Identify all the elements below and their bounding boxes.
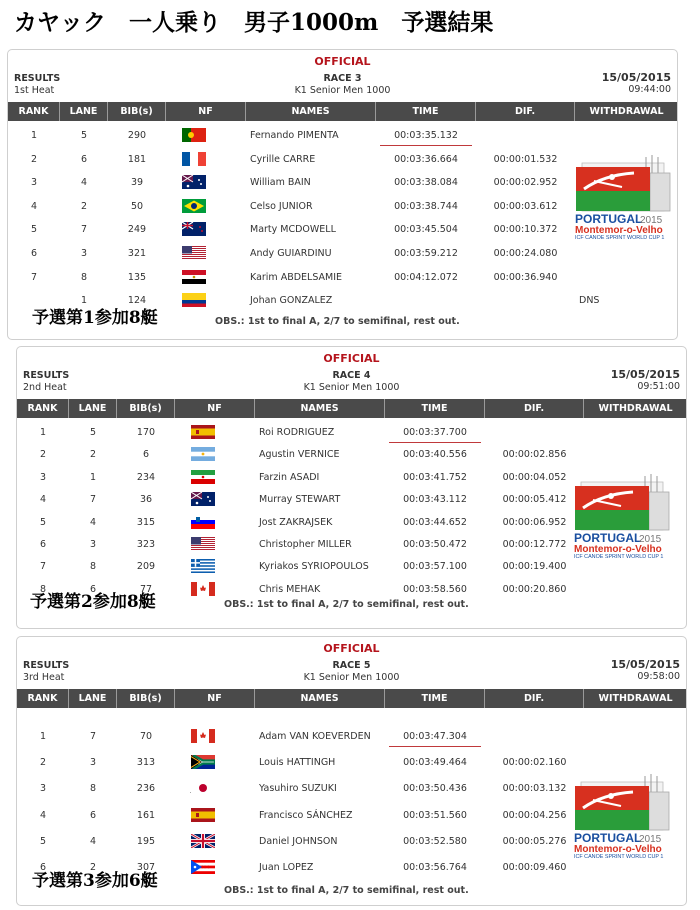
bib-cell: 161 [136,809,156,821]
logo-text-city: Montemor-o-Velho [575,225,663,236]
bib-cell: 313 [136,757,156,769]
gre-flag-icon [191,559,215,573]
rank-cell: 3 [39,471,47,483]
usa-flag-icon [182,246,206,260]
time-cell: 00:03:52.580 [403,835,467,847]
start-time-label: 09:51:00 [637,381,680,392]
rank-cell: 1 [39,731,47,742]
esp-flag-icon [191,808,215,822]
qualification-note: OBS.: 1st to final A, 2/7 to semifinal, rest out. [224,599,469,610]
results-label: RESULTS [14,73,61,84]
lane-cell: 7 [80,224,88,236]
bib-cell: 70 [139,731,153,742]
heat-label: 3rd Heat [23,672,65,683]
dif-cell: 00:00:12.772 [502,539,567,550]
table-row [17,729,686,745]
arg-flag-icon [191,447,215,461]
bib-cell: 323 [136,539,156,550]
withdrawal-cell: DNS [579,295,600,307]
table-header [17,399,686,418]
athlete-name: Farzin ASADI [259,471,320,483]
column-header-rank: RANK [8,102,60,121]
bib-cell: 321 [127,248,147,259]
official-label: OFFICIAL [323,642,380,655]
athlete-name: Kyriakos SYRIOPOULOS [259,561,369,573]
column-header-time: TIME [376,102,476,121]
entries-note: 予選第1参加8艇 [32,308,158,328]
nf-cell [191,537,261,553]
bib-cell: 209 [136,561,156,573]
athlete-name: Agustin VERNICE [259,449,340,461]
rank-cell: 8 [39,583,47,595]
winner-time-underline [380,145,472,146]
date-label: 15/05/2015 [601,71,671,84]
athlete-name: Celso JUNIOR [250,200,313,212]
time-cell: 00:03:36.664 [394,153,458,165]
logo-text-city: Montemor-o-Velho [574,844,662,855]
time-cell: 00:03:35.132 [394,130,458,141]
entries-note: 予選第2参加8艇 [30,592,156,612]
athlete-name: Adam VAN KOEVERDEN [259,731,371,742]
bib-cell: 307 [136,862,156,873]
nf-cell [191,447,261,463]
column-header-nf: NF [175,399,255,418]
time-cell: 00:03:47.304 [403,731,467,742]
rank-cell: 4 [39,809,47,821]
time-cell: 00:03:50.436 [403,783,467,795]
table-row [17,755,686,771]
event-label: K1 Senior Men 1000 [303,672,400,683]
time-cell: 00:03:37.700 [403,427,467,438]
column-header-dif: DIF. [485,689,584,708]
rank-cell: 2 [39,449,47,461]
aus-flag-icon [191,492,215,506]
lane-cell: 4 [89,516,97,528]
dif-cell: 00:00:04.256 [502,809,567,821]
lane-cell: 7 [89,731,97,742]
nf-cell [191,582,261,598]
page-title: カヤック 一人乗り 男子1000m 予選結果 [14,9,494,36]
por-flag-icon [182,128,206,142]
race-header [17,370,686,394]
nf-cell [191,781,261,797]
esp-flag-icon [191,425,215,439]
usa-flag-icon [191,537,215,551]
logo-text-portugal: PORTUGAL [574,531,642,545]
fra-flag-icon [182,152,206,166]
dif-cell: 00:00:01.532 [493,153,558,165]
table-row [8,270,677,286]
lane-cell: 2 [89,449,97,461]
can-flag-icon [191,582,215,596]
lane-cell: 3 [89,757,97,769]
athlete-name: Christopher MILLER [259,539,352,550]
event-logo [573,772,671,860]
winner-time-underline [389,442,481,443]
logo-text-cup: ICF CANOE SPRINT WORLD CUP 1 [575,235,665,241]
time-cell: 00:03:58.560 [403,583,467,595]
bib-cell: 181 [127,153,147,165]
column-header-withdrawal: WITHDRAWAL [584,399,687,418]
nf-cell [182,128,252,144]
time-cell: 00:03:57.100 [403,561,467,573]
athlete-name: Francisco SÁNCHEZ [259,809,353,821]
column-header-rank: RANK [17,399,69,418]
official-label: OFFICIAL [323,352,380,365]
event-label: K1 Senior Men 1000 [303,382,400,393]
race-header [17,660,686,684]
nf-cell [191,860,261,876]
athlete-name: Roi RODRIGUEZ [259,427,335,438]
table-row [17,447,686,463]
time-cell: 00:03:56.764 [403,862,467,873]
dif-cell: 00:00:03.132 [502,783,567,795]
col-flag-icon [182,293,206,307]
table-row [17,559,686,575]
dif-cell: 00:00:04.052 [502,471,567,483]
rank-cell: 4 [39,494,47,506]
nf-cell [191,808,261,824]
race-label: RACE 3 [323,73,362,84]
results-label: RESULTS [23,660,70,671]
athlete-name: Marty MCDOWELL [250,224,336,236]
column-header-nf: NF [166,102,246,121]
column-header-withdrawal: WITHDRAWAL [575,102,678,121]
results-label: RESULTS [23,370,70,381]
nzl-flag-icon [182,222,206,236]
date-header [602,72,671,96]
athlete-name: Fernando PIMENTA [250,130,339,141]
time-cell: 00:03:43.112 [403,494,467,506]
column-header-bibs: BIB(s) [108,102,166,121]
logo-text-portugal: PORTUGAL [575,212,643,226]
race-header [8,73,677,97]
column-header-bibs: BIB(s) [117,399,175,418]
lane-cell: 6 [80,153,88,165]
nf-cell [182,246,252,262]
nf-cell [182,293,252,309]
athlete-name: Andy GUIARDINU [250,248,332,259]
table-row [8,128,677,144]
lane-cell: 4 [89,835,97,847]
rank-cell: 2 [39,757,47,769]
iri-flag-icon [191,470,215,484]
nf-cell [191,515,261,531]
heat-label: 1st Heat [14,85,55,96]
bra-flag-icon [182,199,206,213]
column-header-lane: LANE [69,399,117,418]
time-cell: 00:04:12.072 [394,271,458,283]
event-label: K1 Senior Men 1000 [294,85,391,96]
time-cell: 00:03:40.556 [403,449,467,461]
dif-cell: 00:00:05.276 [502,835,567,847]
nf-cell [191,834,261,850]
event-logo [573,472,671,560]
logo-text-year: 2015 [639,534,662,545]
time-cell: 00:03:59.212 [394,248,458,259]
winner-time-underline [389,746,481,747]
bib-cell: 290 [127,130,147,141]
column-header-time: TIME [385,689,485,708]
time-cell: 00:03:38.744 [394,200,458,212]
heat-label: 2nd Heat [23,382,67,393]
nf-cell [182,199,252,215]
dif-cell: 00:00:24.080 [493,248,558,259]
rank-cell: 6 [30,248,38,259]
dif-cell: 00:00:06.952 [502,516,567,528]
date-header [611,659,680,683]
rank-cell: 6 [39,862,47,873]
bib-cell: 77 [139,583,153,595]
official-label: OFFICIAL [314,55,371,68]
bib-cell: 170 [136,427,156,438]
dif-cell: 00:00:20.860 [502,583,567,595]
time-cell: 00:03:38.084 [394,177,458,189]
athlete-name: Johan GONZALEZ [250,295,333,307]
rank-cell: 5 [39,516,47,528]
column-header-time: TIME [385,399,485,418]
time-cell: 00:03:51.560 [403,809,467,821]
bib-cell: 135 [127,271,147,283]
lane-cell: 8 [89,783,97,795]
nf-cell [182,152,252,168]
rank-cell: 4 [30,200,38,212]
rank-cell: 7 [30,271,38,283]
rank-cell: 6 [39,539,47,550]
bib-cell: 39 [130,177,144,189]
athlete-name: Karim ABDELSAMIE [250,271,343,283]
bib-cell: 236 [136,783,156,795]
athlete-name: Louis HATTINGH [259,757,336,769]
date-label: 15/05/2015 [610,658,680,671]
column-header-dif: DIF. [476,102,575,121]
column-header-dif: DIF. [485,399,584,418]
column-header-names: NAMES [246,102,376,121]
qualification-note: OBS.: 1st to final A, 2/7 to semifinal, rest out. [215,316,460,327]
dif-cell: 00:00:02.160 [502,757,567,769]
lane-cell: 6 [89,809,97,821]
nf-cell [191,470,261,486]
rank-cell: 1 [39,427,47,438]
bib-cell: 50 [130,200,144,212]
dif-cell: 00:00:10.372 [493,224,558,236]
rank-cell: 2 [30,153,38,165]
nf-cell [191,729,261,745]
lane-cell: 7 [89,494,97,506]
heat-panel-1 [7,49,678,340]
qualification-note: OBS.: 1st to final A, 2/7 to semifinal, rest out. [224,885,469,896]
athlete-name: Chris MEHAK [259,583,321,595]
bib-cell: 315 [136,516,156,528]
lane-cell: 6 [89,583,97,595]
entries-note: 予選第3参加6艇 [32,871,158,891]
lane-cell: 1 [89,471,97,483]
bib-cell: 195 [136,835,156,847]
nf-cell [191,492,261,508]
event-logo [574,153,672,241]
rank-cell: 7 [39,561,47,573]
dif-cell: 00:00:19.400 [502,561,567,573]
gbr-flag-icon [191,834,215,848]
dif-cell: 00:00:02.856 [502,449,567,461]
jpn-flag-icon [191,781,215,795]
column-header-withdrawal: WITHDRAWAL [584,689,687,708]
athlete-name: Murray STEWART [259,494,341,506]
rank-cell: 3 [30,177,38,189]
dif-cell: 00:00:36.940 [493,271,558,283]
table-header [8,102,677,121]
lane-cell: 5 [89,427,97,438]
lane-cell: 3 [89,539,97,550]
logo-text-cup: ICF CANOE SPRINT WORLD CUP 1 [574,554,664,560]
lane-cell: 8 [89,561,97,573]
bib-cell: 234 [136,471,156,483]
race-label: RACE 5 [332,660,371,671]
column-header-names: NAMES [255,399,385,418]
athlete-name: Jost ZAKRAJSEK [259,516,333,528]
nf-cell [182,175,252,191]
logo-text-year: 2015 [640,215,663,226]
rank-cell: 5 [30,224,38,236]
logo-text-cup: ICF CANOE SPRINT WORLD CUP 1 [574,854,664,860]
dif-cell: 00:00:05.412 [502,494,567,506]
lane-cell: 8 [80,271,88,283]
lane-cell: 3 [80,248,88,259]
aus-flag-icon [182,175,206,189]
bib-cell: 36 [139,494,153,506]
table-row [17,425,686,441]
bib-cell: 124 [127,295,147,307]
rank-cell: 3 [39,783,47,795]
dif-cell: 00:00:09.460 [502,862,567,873]
athlete-name: Yasuhiro SUZUKI [259,783,337,795]
rsa-flag-icon [191,755,215,769]
date-header [611,369,680,393]
athlete-name: William BAIN [250,177,311,189]
race-label: RACE 4 [332,370,371,381]
time-cell: 00:03:49.464 [403,757,467,769]
rank-cell: 1 [30,130,38,141]
lane-cell: 2 [89,862,97,873]
logo-text-city: Montemor-o-Velho [574,544,662,555]
time-cell: 00:03:50.472 [403,539,467,550]
column-header-rank: RANK [17,689,69,708]
lane-cell: 2 [80,200,88,212]
slo-flag-icon [191,515,215,529]
nf-cell [182,222,252,238]
bib-cell: 249 [127,224,147,236]
lane-cell: 5 [80,130,88,141]
nf-cell [191,425,261,441]
bib-cell: 6 [142,449,150,461]
date-label: 15/05/2015 [610,368,680,381]
athlete-name: Daniel JOHNSON [259,835,338,847]
column-header-nf: NF [175,689,255,708]
table-row [8,246,677,262]
column-header-lane: LANE [69,689,117,708]
column-header-lane: LANE [60,102,108,121]
start-time-label: 09:58:00 [637,671,680,682]
nf-cell [191,755,261,771]
time-cell: 00:03:41.752 [403,471,467,483]
egy-flag-icon [182,270,206,284]
nf-cell [182,270,252,286]
rank-cell: 5 [39,835,47,847]
dif-cell: 00:00:02.952 [493,177,558,189]
time-cell: 00:03:45.504 [394,224,458,236]
logo-text-portugal: PORTUGAL [574,831,642,845]
dif-cell: 00:00:03.612 [493,200,558,212]
table-header [17,689,686,708]
column-header-names: NAMES [255,689,385,708]
pur-flag-icon [191,860,215,874]
lane-cell: 4 [80,177,88,189]
time-cell: 00:03:44.652 [403,516,467,528]
column-header-bibs: BIB(s) [117,689,175,708]
logo-text-year: 2015 [639,834,662,845]
can-flag-icon [191,729,215,743]
start-time-label: 09:44:00 [628,84,671,95]
lane-cell: 1 [80,295,88,307]
athlete-name: Cyrille CARRE [250,153,316,165]
nf-cell [191,559,261,575]
athlete-name: Juan LOPEZ [259,862,314,873]
